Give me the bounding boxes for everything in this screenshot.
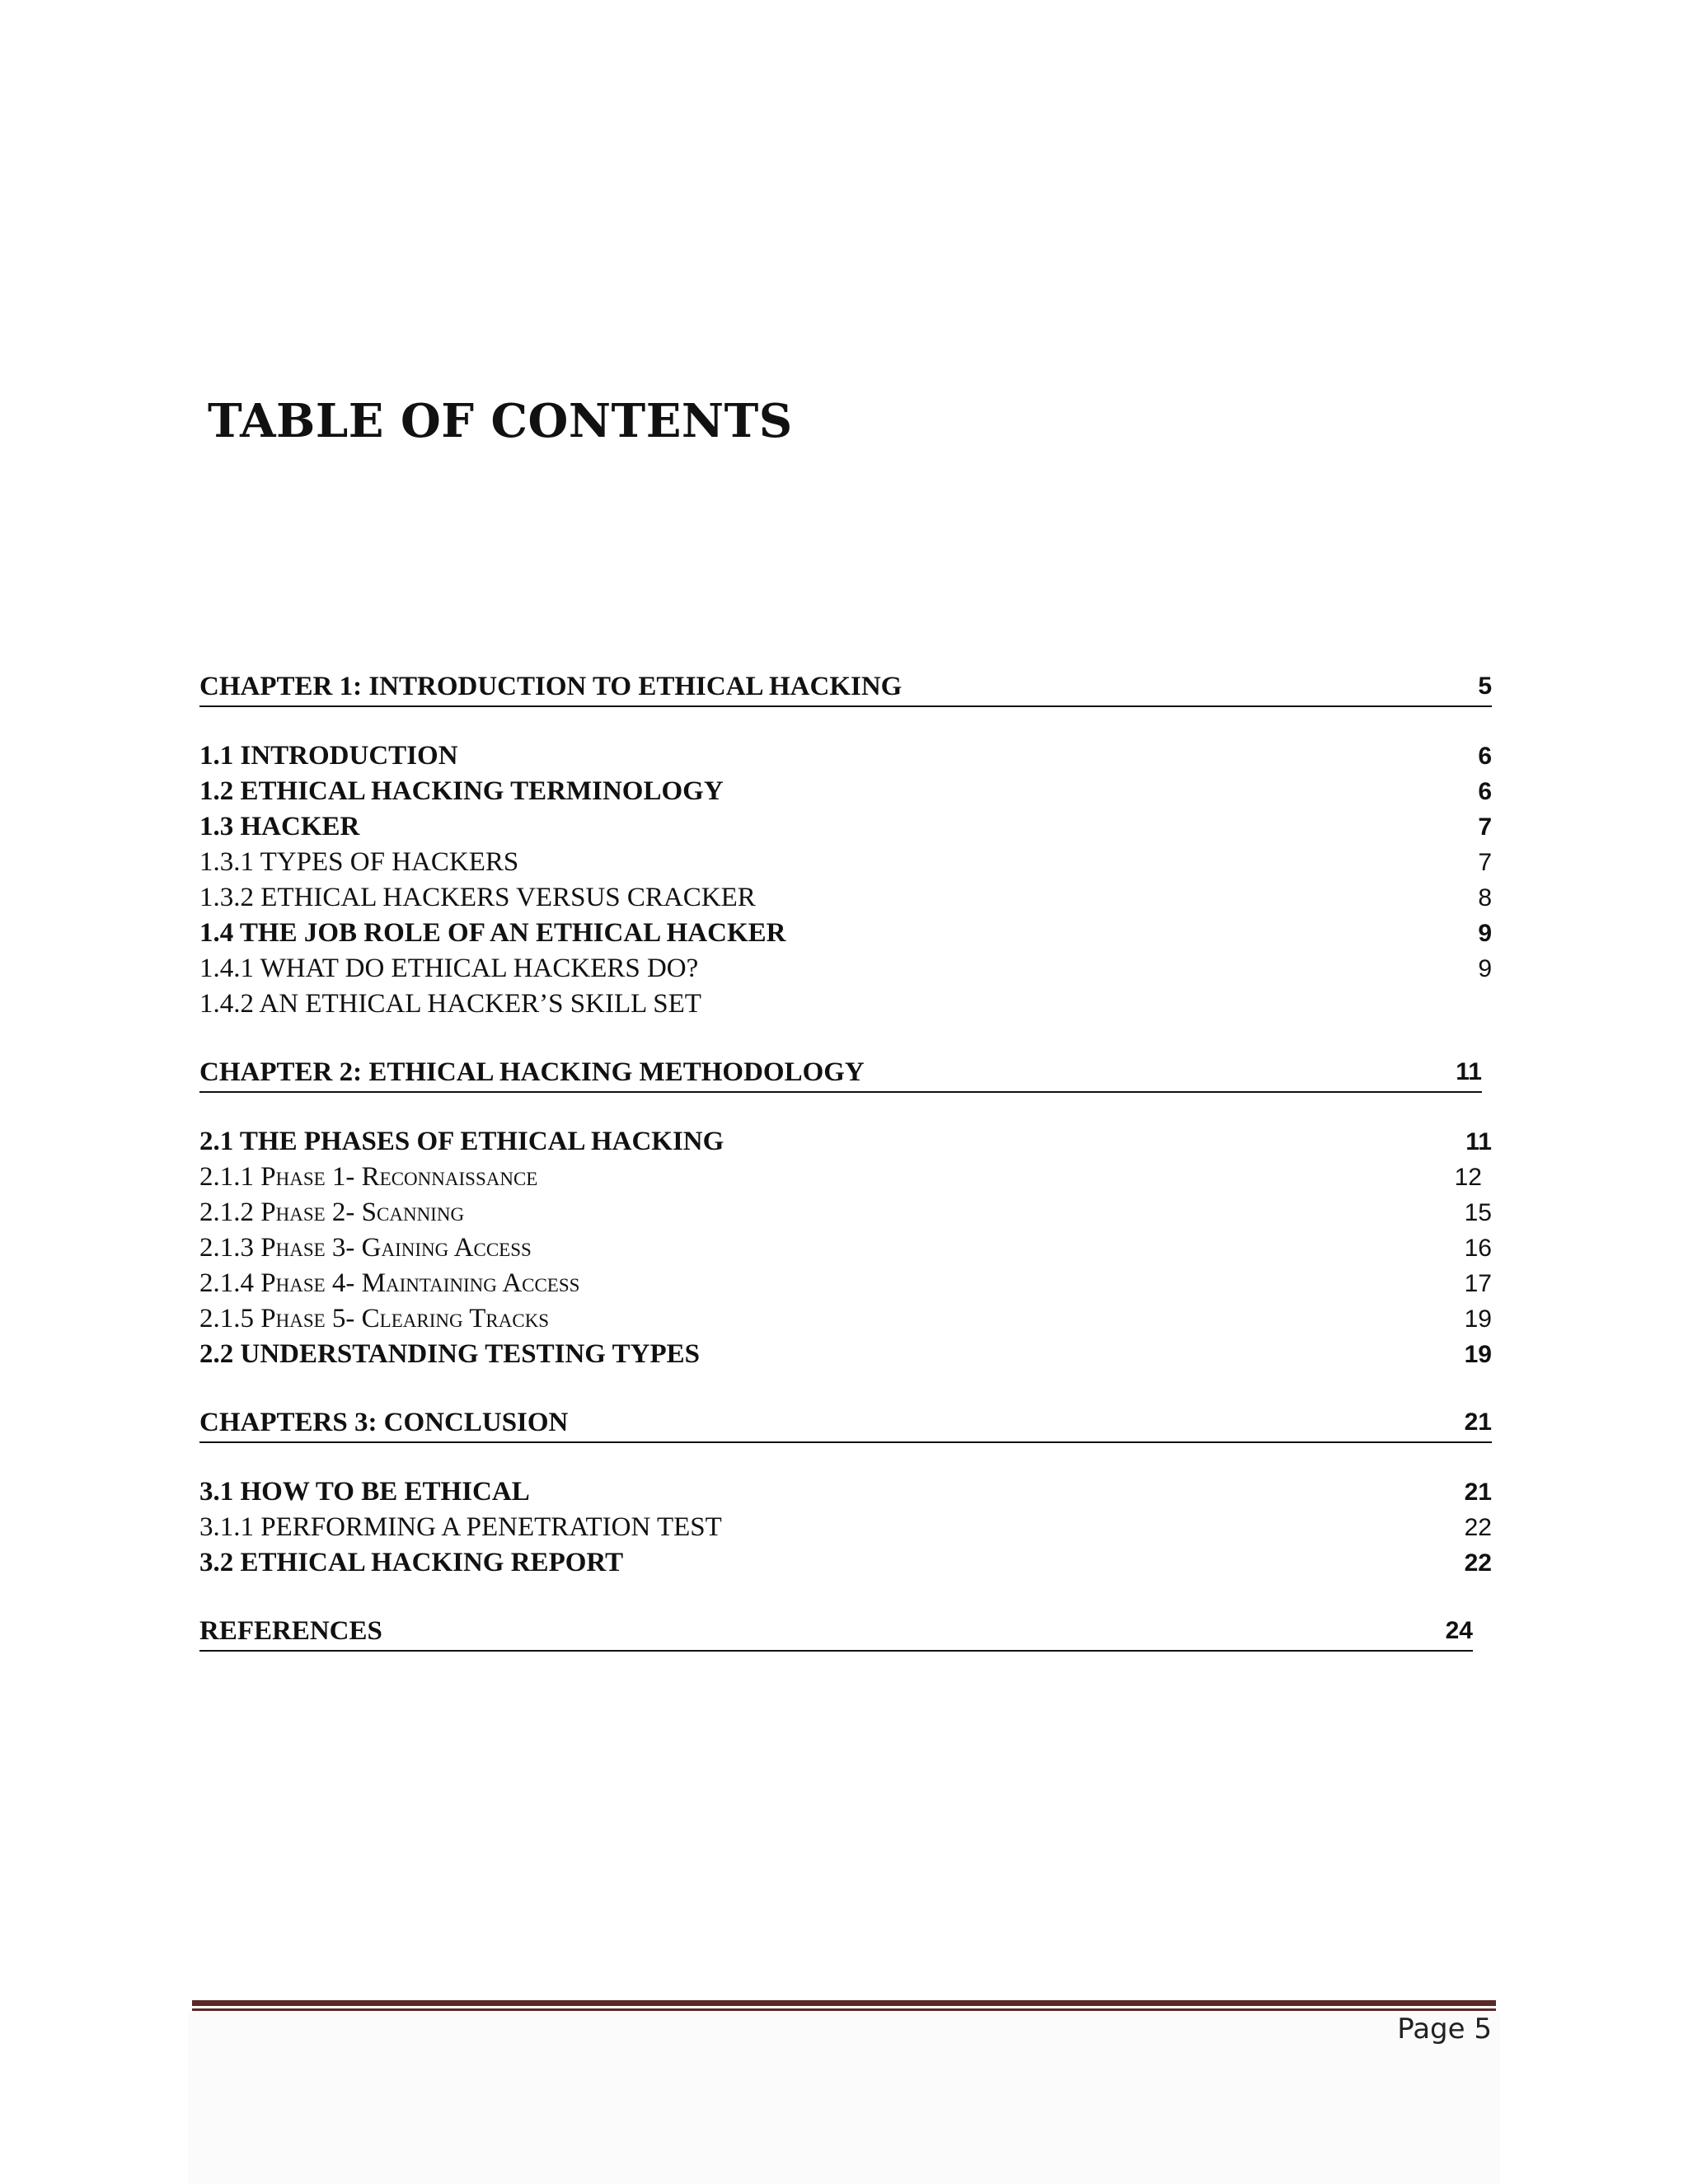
toc-entry-label: 1.3.1 TYPES OF HACKERS — [199, 847, 519, 877]
toc-section-2-1[interactable] — [199, 1124, 1492, 1160]
toc-section-3-1[interactable] — [199, 1474, 1492, 1510]
toc-chapter-3[interactable] — [199, 1404, 1492, 1443]
toc-entry-label: 1.3.2 ETHICAL HACKERS VERSUS CRACKER — [199, 883, 756, 912]
toc-references[interactable] — [199, 1612, 1473, 1652]
toc-section-2-1-1[interactable] — [199, 1160, 1492, 1195]
toc-entry-label: CHAPTER 1: INTRODUCTION TO ETHICAL HACKING — [199, 672, 903, 701]
toc-section-3-2[interactable] — [199, 1545, 1492, 1581]
page-title: TABLE OF CONTENTS — [208, 394, 793, 448]
toc-section-3-1-1[interactable] — [199, 1510, 1492, 1545]
table-of-contents — [199, 668, 1492, 1683]
toc-chapter-1[interactable] — [199, 668, 1492, 707]
toc-page-number: 5 — [1478, 673, 1492, 700]
toc-page-number: 9 — [1478, 920, 1492, 947]
toc-page-number: 7 — [1478, 813, 1492, 841]
toc-section-1-4-1[interactable] — [199, 951, 1492, 987]
toc-section-1-2[interactable] — [199, 774, 1492, 809]
toc-entry-label: 3.1 HOW TO BE ETHICAL — [199, 1477, 530, 1507]
toc-page-number: 6 — [1478, 743, 1492, 770]
toc-entry-label: 2.1.5 Phase 5- Clearing Tracks — [199, 1304, 550, 1333]
toc-page-number: 19 — [1464, 1305, 1492, 1333]
footer-rule — [192, 2000, 1496, 2006]
toc-page-number: 6 — [1478, 778, 1492, 805]
toc-page-number: 16 — [1464, 1235, 1492, 1262]
toc-entry-label: 2.1.4 Phase 4- Maintaining Access — [199, 1268, 580, 1298]
toc-section-2-1-3[interactable] — [199, 1230, 1492, 1266]
toc-page-number: 7 — [1478, 849, 1492, 876]
toc-page-number: 8 — [1478, 884, 1492, 912]
toc-entry-label: 2.2 UNDERSTANDING TESTING TYPES — [199, 1339, 700, 1369]
toc-entry-label: 1.3 HACKER — [199, 812, 360, 841]
toc-page-number: 15 — [1464, 1199, 1492, 1226]
toc-page-number: 21 — [1464, 1479, 1492, 1506]
toc-entry-label: 1.4.1 WHAT DO ETHICAL HACKERS DO? — [199, 954, 699, 983]
toc-page-number: 11 — [1456, 1058, 1482, 1085]
toc-entry-label: CHAPTERS 3: CONCLUSION — [199, 1408, 569, 1437]
toc-entry-label: 1.4 THE JOB ROLE OF AN ETHICAL HACKER — [199, 918, 786, 948]
footer-band — [188, 2011, 1500, 2184]
toc-section-2-2[interactable] — [199, 1337, 1492, 1372]
toc-section-2-1-5[interactable] — [199, 1301, 1492, 1337]
toc-page-number: 17 — [1464, 1270, 1492, 1297]
toc-entry-label: 2.1 THE PHASES OF ETHICAL HACKING — [199, 1127, 724, 1156]
toc-section-1-3-2[interactable] — [199, 880, 1492, 916]
toc-entry-label: 2.1.3 Phase 3- Gaining Access — [199, 1233, 532, 1263]
toc-page-number: 9 — [1478, 955, 1492, 982]
toc-entry-label: 2.1.1 Phase 1- Reconnaissance — [199, 1162, 538, 1192]
toc-page-number: 11 — [1465, 1128, 1492, 1155]
toc-section-1-3[interactable] — [199, 809, 1492, 845]
toc-section-1-4[interactable] — [199, 916, 1492, 951]
toc-section-2-1-2[interactable] — [199, 1195, 1492, 1230]
page-number: Page 5 — [1397, 2013, 1492, 2046]
toc-page-number: 22 — [1464, 1549, 1492, 1577]
toc-chapter-2[interactable] — [199, 1053, 1482, 1093]
toc-entry-label: REFERENCES — [199, 1616, 382, 1646]
toc-entry-label: 1.2 ETHICAL HACKING TERMINOLOGY — [199, 776, 724, 806]
toc-entry-label: 3.1.1 PERFORMING A PENETRATION TEST — [199, 1512, 722, 1542]
toc-page-number: 19 — [1464, 1341, 1492, 1368]
toc-entry-label: 2.1.2 Phase 2- Scanning — [199, 1197, 465, 1227]
toc-entry-label: 1.1 INTRODUCTION — [199, 741, 458, 771]
toc-entry-label: 3.2 ETHICAL HACKING REPORT — [199, 1548, 624, 1577]
toc-entry-label: 1.4.2 AN ETHICAL HACKER’S SKILL SET — [199, 989, 701, 1019]
toc-section-1-1[interactable] — [199, 738, 1492, 774]
toc-page-number: 21 — [1464, 1408, 1492, 1436]
toc-entry-label: CHAPTER 2: ETHICAL HACKING METHODOLOGY — [199, 1057, 865, 1087]
toc-page-number: 24 — [1445, 1617, 1473, 1644]
toc-section-1-3-1[interactable] — [199, 845, 1492, 880]
toc-section-1-4-2[interactable] — [199, 987, 1492, 1022]
toc-page-number: 22 — [1464, 1514, 1492, 1541]
toc-section-2-1-4[interactable] — [199, 1266, 1492, 1301]
toc-page-number: 12 — [1454, 1164, 1482, 1191]
